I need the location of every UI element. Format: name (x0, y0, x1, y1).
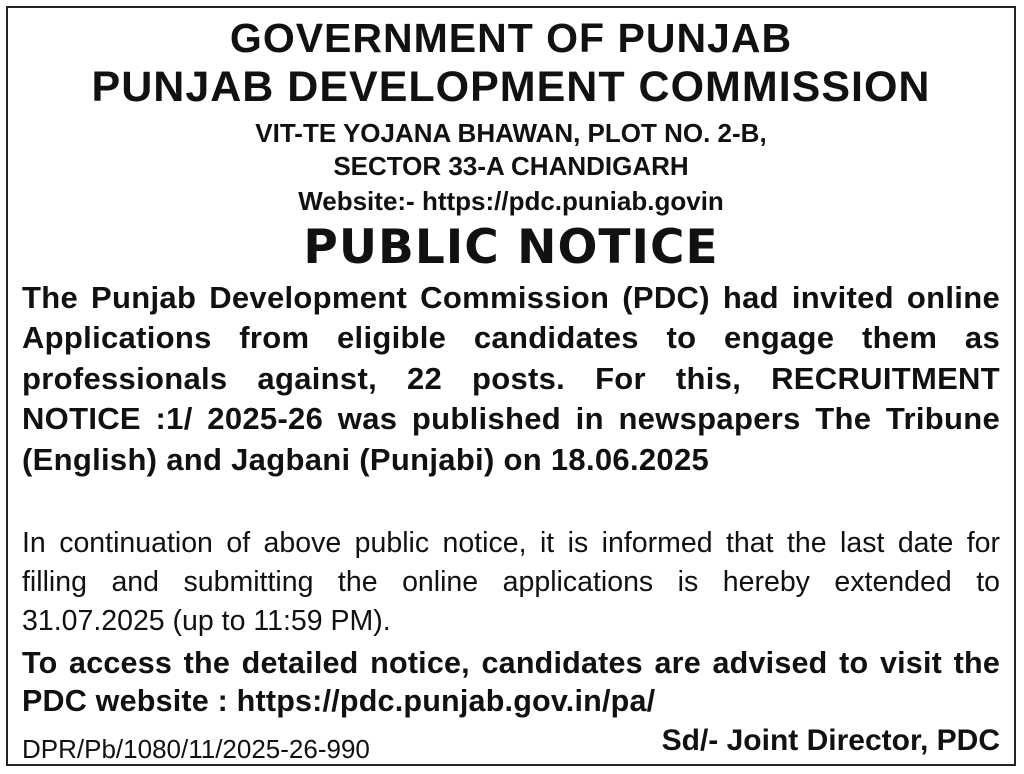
government-heading: GOVERNMENT OF PUNJAB (229, 15, 793, 61)
signature-line: Sd/- Joint Director, PDC (661, 724, 1000, 757)
website-line: Website:- https://pdc.puniab.govin (298, 186, 724, 216)
address-line-2: SECTOR 33-A CHANDIGARH (333, 151, 689, 181)
intro-paragraph: The Punjab Development Commission (PDC) had invited online Applications from eligible candidates to engage them as professionals against, 22 posts. For this, RECRUITMENT NOTICE :1/ 2025-26 was published in newspapers The Tribune (English) and Jagbani (Punjabi) on 18.06.2025 (22, 280, 1000, 477)
commission-heading: PUNJAB DEVELOPMENT COMMISSION (91, 63, 931, 111)
extension-paragraph: In continuation of above public notice, it is informed that the last date for filling and submitting the online applications is hereby extended to 31.07.2025 (up to 11:59 PM). (22, 527, 1000, 637)
address-line-1: VIT-TE YOJANA BHAWAN, PLOT NO. 2-B, (255, 118, 767, 148)
access-paragraph: To access the detailed notice, candidates are advised to visit the PDC website : https://pdc.punjab.gov.in/pa/ (22, 646, 1000, 718)
public-notice (6, 6, 1016, 766)
reference-number: DPR/Pb/1080/11/2025-26-990 (22, 734, 370, 764)
notice-title: PUBLIC NOTICE (303, 220, 719, 275)
